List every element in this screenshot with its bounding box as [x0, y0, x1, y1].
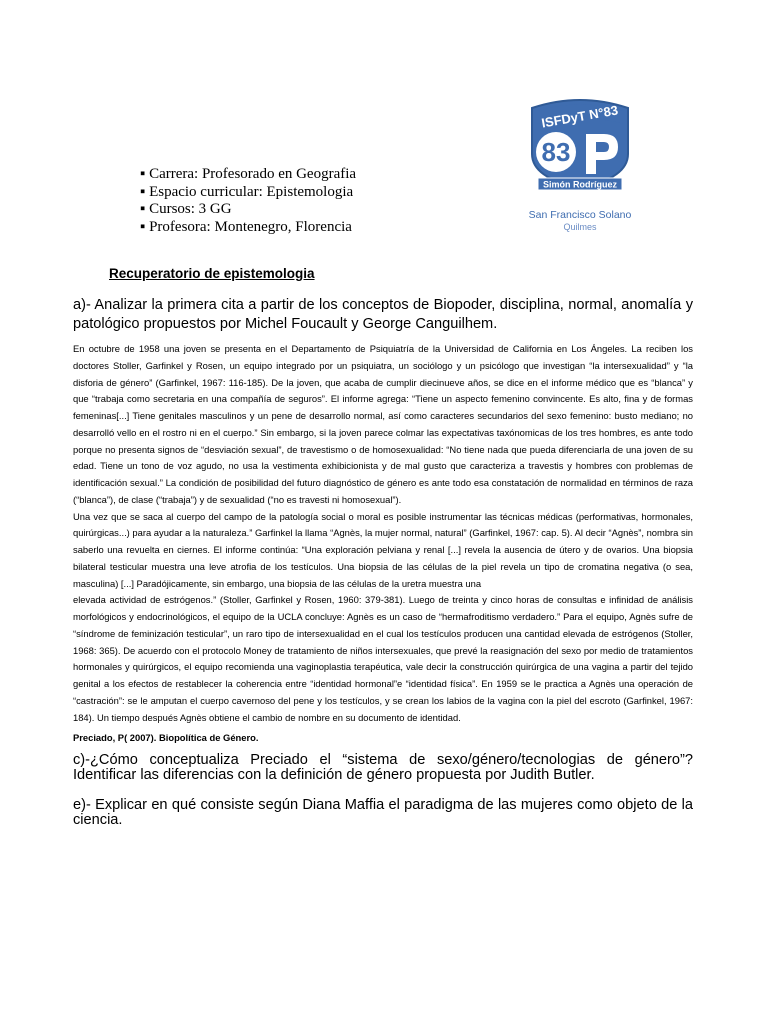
question-e: e)- Explicar en qué consiste según Diana Maffia el paradigma de las mujeres como objeto de la ciencia. — [73, 797, 693, 829]
professor-item: ▪ Profesora: Montenegro, Florencia — [140, 219, 356, 237]
document-body — [73, 296, 693, 828]
subject-item: ▪ Espacio curricular: Epistemologia — [140, 184, 356, 202]
logo-city-text: Quilmes — [563, 222, 597, 232]
logo-number: 83 — [541, 137, 571, 167]
citation: Preciado, P( 2007). Biopolítica de Género. — [73, 732, 259, 744]
logo-top-text: ISFDyT N°83 — [540, 102, 620, 131]
question-a: a)- Analizar la primera cita a partir de los conceptos de Biopoder, disciplina, normal, anomalía y patológico propuestos por Michel Foucault y George Canguilhem. — [73, 297, 693, 332]
citation-text: Preciado, P( 2007). Biopolítica de Género — [73, 732, 256, 744]
logo-place-text: San Francisco Solano — [528, 209, 632, 221]
quote-paragraph-1: En octubre de 1958 una joven se presenta en el Departamento de Psiquiatría de la Universidad de California en Los Ángeles. La reciben los doctores Stoller, Garfinkel y Rosen, un equipo integrado por un psiquiatra, un sociólogo y un psicólogo que investigan “la intersexualidad” y “la disforia de género” (Garfinkel, 1967: 116-185). De la joven, que acaba de cumplir diecinueve años, se dice en el informe médico que es “blanca” y que “trabaja como secretaria en una compañía de seguros”. El informe agrega: “Tiene un aspecto femenino convincente. Es alto, fina y de formas femeninas[...] Tiene genitales masculinos y un pene de desarrollo normal, así como caracteres secundarios del sexo femenino: busto mediano; no desarrolló vello en el rostro ni en el cuerpo.” Sin embargo, si la joven parece colmar las expectativas taxónomicas de los tres hombres, es ante todo porque no presenta signos de “desviación sexual”, de travestismo o de homosexualidad: “No tiene nada que pueda diferenciarla de una joven de su edad. Tiene un tono de voz agudo, no usa la vestimenta exhibicionista y de mal gusto que caracteriza a travestis y hombres con problemas de identificación sexual.” La condición de posibilidad del futuro diagnóstico de género es ante todo esa constatación de normalidad en términos de raza (“blanca”), de clase (“trabaja”) y de sexualidad (“no es travesti ni homosexual”). — [73, 343, 693, 505]
page-title: Recuperatorio de epistemologia — [109, 266, 315, 281]
quote-paragraph-3: elevada actividad de estrógenos.” (Stoller, Garfinkel y Rosen, 1960: 379-381). Luego de treinta y cinco horas de consultas e infinidad de análisis morfológicos y endocrinológicos, el equipo de la UCLA concluye: Agnès es un caso de “hermafroditismo verdadero.” Para el equipo, Agnès sufre de “síndrome de feminización testicular”, un raro tipo de intersexualidad en el cual los testículos producen una cantidad elevada de estrógenos (Stoller, 1968: 365). De acuerdo con el protocolo Money de tratamiento de niños intersexuales, que prevé la reasignación del sexo por medio de tratamientos hormonales y quirúrgicos, el equipo recomienda una vaginoplastia terapéutica, vale decir la construcción quirúrgica de una vagina a partir del tejido genital a los efectos de restablecer la coherencia entre “identidad hormonal”e “identidad física”. En 1959 se le practica a Agnès una operación de “castración”: se le amputan el cuerpo cavernoso del pene y los testículos, y se crean los labios de la vagina con la piel del escroto (Garfinkel, 1967: 184). Un tiempo después Agnès obtiene el cambio de nombre en su documento de identidad. — [73, 594, 693, 723]
course-item: ▪ Cursos: 3 GG — [140, 201, 356, 219]
quote-block — [73, 341, 693, 726]
question-c: c)-¿Cómo conceptualiza Preciado el “sistema de sexo/género/tecnologias de género”? Identificar las diferencias con la definición de género propuesta por Judith Butler. — [73, 752, 693, 784]
logo-ribbon-text: Simón Rodríguez — [543, 179, 617, 190]
career-item: ▪ Carrera: Profesorado en Geografia — [140, 166, 356, 184]
institute-logo — [524, 94, 636, 234]
quote-paragraph-2: Una vez que se saca al cuerpo del campo de la patología social o moral es posible instrumentar las técnicas médicas (performativas, hormonales, quirúrgicas...) para ayudar a la naturaleza.” Garfinkel la llama “Agnès, la mujer normal, natural” (Garfinkel, 1967: cap. 5). Al decir “Agnès”, nombra sin saberlo una revuelta en ciernes. El informe continúa: “Una exploración pelviana y renal [...] revela la ausencia de útero y de ovarios. Una biopsia bilateral testicular muestra una leve atrofia de los testículos. Una biopsia de las células de la piel revela un tipo de cromatina negativa (o sea, masculina) [...] Paradójicamente, sin embargo, una biopsia de las células de la uretra muestra una — [73, 510, 693, 589]
course-info-list — [140, 166, 356, 236]
